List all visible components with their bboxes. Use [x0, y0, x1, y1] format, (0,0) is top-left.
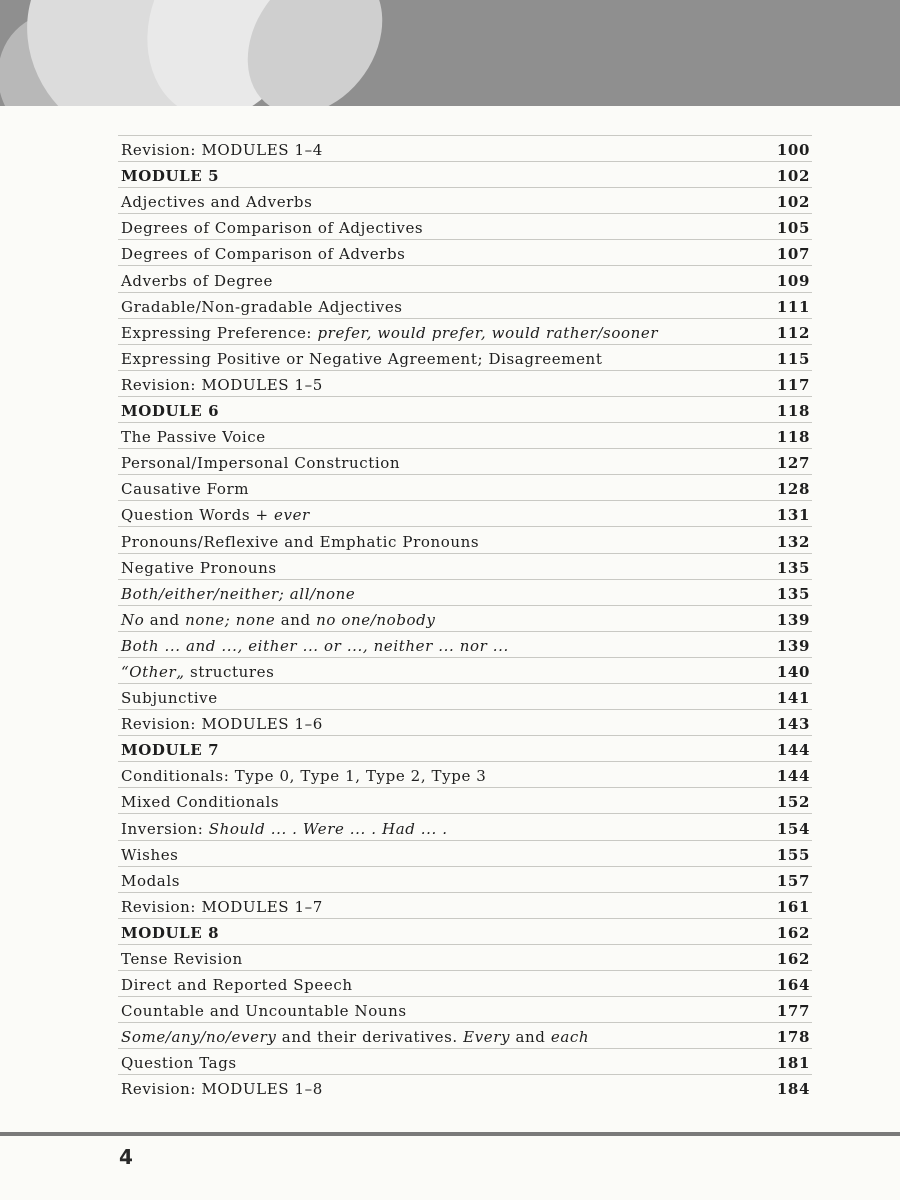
toc-entry — [118, 709, 812, 735]
toc-entry — [118, 579, 812, 605]
toc-page-number: 164 — [776, 976, 810, 995]
toc-entry-title — [121, 167, 219, 185]
toc-page-number: 154 — [776, 819, 810, 838]
toc-entry — [118, 761, 812, 787]
toc-page-number: 152 — [776, 793, 810, 812]
toc-entry-title — [121, 219, 423, 237]
toc-title-segment: Revision: MODULES 1–5 — [121, 375, 323, 394]
toc-entry — [118, 813, 812, 839]
toc-title-segment: MODULE 7 — [121, 741, 220, 760]
toc-module-heading — [118, 735, 812, 761]
toc-entry-title — [121, 193, 312, 211]
toc-entry-title — [121, 898, 323, 916]
toc-page-number: 144 — [776, 741, 810, 760]
toc-title-segment: Personal/Impersonal Construction — [121, 454, 401, 473]
page-number: 4 — [119, 1145, 133, 1169]
toc-title-segment: Question Tags — [121, 1054, 237, 1073]
toc-entry-title — [121, 272, 273, 290]
toc-entry-title — [121, 245, 405, 263]
toc-title-segment: structures — [184, 662, 275, 681]
toc-title-segment: Revision: MODULES 1–7 — [121, 897, 323, 916]
header-photo-band — [0, 0, 900, 106]
toc-title-segment: Gradable/Non-gradable Adjectives — [121, 297, 403, 316]
toc-entry — [118, 422, 812, 448]
toc-page-number: 112 — [776, 323, 810, 342]
toc-title-segment: prefer, would prefer, would rather/sooner — [317, 323, 659, 342]
toc-page-number: 140 — [776, 662, 810, 681]
toc-title-segment: Direct and Reported Speech — [121, 976, 353, 995]
toc-entry-title — [121, 298, 403, 316]
toc-entry — [118, 135, 812, 161]
toc-title-segment: Expressing Preference: — [121, 323, 318, 342]
toc-page-number: 157 — [776, 871, 810, 890]
toc-entry-title — [121, 402, 219, 420]
toc-page-number: 143 — [776, 715, 810, 734]
toc-entry-title — [121, 1002, 407, 1020]
toc-entry — [118, 344, 812, 370]
toc-title-segment: Degrees of Comparison of Adjectives — [121, 219, 424, 238]
toc-page-number: 161 — [776, 897, 810, 916]
toc-module-heading — [118, 918, 812, 944]
toc-entry — [118, 866, 812, 892]
toc-title-segment: Pronouns/Reflexive and Emphatic Pronouns — [121, 532, 480, 551]
toc-entry-title — [121, 533, 479, 551]
toc-entry-title — [121, 950, 243, 968]
toc-title-segment: Both/either/neither; all/none — [121, 584, 356, 603]
toc-entry-title — [121, 767, 486, 785]
toc-entry-title — [121, 376, 323, 394]
toc-title-segment: “Other„ — [121, 662, 185, 681]
toc-entry — [118, 1022, 812, 1048]
toc-page-number: 128 — [776, 480, 810, 499]
toc-entry-title — [121, 1080, 323, 1098]
toc-entry — [118, 370, 812, 396]
toc-title-segment: Conditionals: Type 0, Type 1, Type 2, Type 3 — [121, 767, 487, 786]
toc-title-segment: Tense Revision — [121, 950, 243, 968]
toc-entry-title — [121, 976, 353, 994]
toc-entry-title — [121, 350, 602, 368]
toc-page-number: 118 — [776, 428, 810, 447]
toc-title-segment: Negative Pronouns — [121, 558, 277, 577]
toc-page-number: 177 — [776, 1002, 810, 1021]
toc-entry — [118, 840, 812, 866]
toc-entry-title — [121, 846, 178, 864]
toc-title-segment: and — [510, 1028, 551, 1047]
toc-entry — [118, 892, 812, 918]
toc-entry-title — [121, 559, 277, 577]
toc-page-number: 141 — [776, 689, 810, 708]
toc-entry-title — [121, 924, 219, 942]
toc-page-number: 144 — [776, 767, 810, 786]
toc-page-number: 127 — [776, 454, 810, 473]
toc-title-segment: Mixed Conditionals — [121, 793, 280, 812]
toc-entry — [118, 657, 812, 683]
toc-page-number: 162 — [776, 950, 810, 968]
table-of-contents — [118, 135, 812, 1100]
toc-page-number: 135 — [776, 558, 810, 577]
toc-entry-title — [121, 689, 218, 707]
toc-page-number: 181 — [776, 1054, 810, 1073]
toc-entry — [118, 1074, 812, 1100]
toc-entry-title — [121, 585, 355, 603]
toc-title-segment: Degrees of Comparison of Adverbs — [121, 245, 406, 264]
toc-page-number: 102 — [776, 167, 810, 186]
toc-entry-title — [121, 741, 219, 759]
toc-module-heading — [118, 161, 812, 187]
toc-title-segment: Subjunctive — [121, 689, 218, 708]
toc-entry — [118, 970, 812, 996]
toc-entry — [118, 213, 812, 239]
toc-page-number: 178 — [776, 1028, 810, 1047]
toc-entry — [118, 474, 812, 500]
toc-page-number: 105 — [776, 219, 810, 238]
toc-entry-title — [121, 1054, 237, 1072]
toc-entry-title — [121, 141, 323, 159]
toc-entry-title — [121, 454, 400, 472]
toc-title-segment: Wishes — [121, 845, 179, 864]
toc-title-segment: Revision: MODULES 1–6 — [121, 715, 323, 734]
toc-page-number: 117 — [776, 375, 810, 394]
toc-entry — [118, 239, 812, 265]
toc-entry-title — [121, 872, 180, 890]
toc-title-segment: Modals — [121, 871, 181, 890]
toc-title-segment: MODULE 5 — [121, 167, 220, 186]
toc-page-number: 109 — [776, 271, 810, 290]
toc-title-segment: Question Words + — [121, 506, 275, 525]
toc-title-segment: Every — [463, 1028, 511, 1047]
toc-entry-title — [121, 611, 435, 629]
toc-page-number: 111 — [776, 297, 810, 316]
toc-title-segment: and — [144, 610, 186, 629]
toc-title-segment: and their derivatives. — [276, 1028, 464, 1047]
toc-entry-title — [121, 506, 310, 524]
toc-title-segment: Adverbs of Degree — [121, 271, 274, 290]
toc-entry — [118, 265, 812, 291]
toc-entry — [118, 787, 812, 813]
toc-entry-title — [121, 1028, 589, 1046]
toc-entry — [118, 631, 812, 657]
toc-entry-title — [121, 428, 266, 446]
toc-page-number: 162 — [776, 923, 810, 942]
toc-page-number: 118 — [776, 402, 810, 421]
toc-title-segment: Countable and Uncountable Nouns — [121, 1002, 407, 1021]
toc-entry-title — [121, 324, 658, 342]
toc-title-segment: none; none — [185, 610, 276, 629]
toc-title-segment: no one/nobody — [316, 610, 436, 629]
toc-title-segment: and — [275, 610, 317, 629]
toc-entry-title — [121, 637, 509, 655]
toc-title-segment: Revision: MODULES 1–4 — [121, 141, 323, 160]
toc-title-segment: MODULE 8 — [121, 923, 220, 942]
toc-page-number: 115 — [776, 349, 810, 368]
toc-title-segment: MODULE 6 — [121, 402, 220, 421]
toc-title-segment: Both ... and ..., either ... or ..., neither ... nor ... — [121, 636, 509, 655]
toc-entry — [118, 318, 812, 344]
toc-title-segment: Inversion: — [121, 819, 209, 838]
toc-entry — [118, 605, 812, 631]
toc-entry — [118, 683, 812, 709]
toc-page-number: 107 — [776, 245, 810, 264]
toc-title-segment: The Passive Voice — [121, 428, 266, 447]
toc-page-number: 139 — [776, 610, 810, 629]
toc-entry — [118, 996, 812, 1022]
toc-entry — [118, 1048, 812, 1074]
toc-title-segment: Revision: MODULES 1–8 — [121, 1080, 323, 1099]
toc-entry-title — [121, 480, 249, 498]
toc-page-number: 155 — [776, 845, 810, 864]
toc-page-number: 131 — [776, 506, 810, 525]
toc-entry-title — [121, 715, 323, 733]
toc-entry — [118, 292, 812, 318]
toc-page-number: 139 — [776, 636, 810, 655]
toc-entry-title — [121, 820, 448, 838]
toc-entry — [118, 944, 812, 970]
footer-rule — [0, 1132, 900, 1136]
toc-title-segment: Expressing Positive or Negative Agreement; Disagreement — [121, 349, 603, 368]
toc-title-segment: No — [121, 610, 145, 629]
toc-page-number: 132 — [776, 532, 810, 551]
toc-title-segment: each — [550, 1028, 590, 1047]
toc-title-segment: Causative Form — [121, 480, 250, 499]
toc-page-number: 184 — [776, 1080, 810, 1099]
toc-entry — [118, 448, 812, 474]
toc-entry — [118, 526, 812, 552]
toc-title-segment: Some/any/no/every — [121, 1028, 277, 1047]
toc-entry-title — [121, 663, 274, 681]
toc-page-number: 135 — [776, 584, 810, 603]
toc-entry — [118, 553, 812, 579]
toc-page-number: 100 — [776, 141, 810, 160]
toc-entry — [118, 187, 812, 213]
toc-page-number: 102 — [776, 193, 810, 212]
toc-entry — [118, 500, 812, 526]
toc-entry-title — [121, 793, 279, 811]
toc-title-segment: Should ... . Were ... . Had ... . — [208, 819, 448, 838]
toc-module-heading — [118, 396, 812, 422]
toc-title-segment: Adjectives and Adverbs — [121, 193, 313, 212]
toc-title-segment: ever — [274, 506, 310, 525]
